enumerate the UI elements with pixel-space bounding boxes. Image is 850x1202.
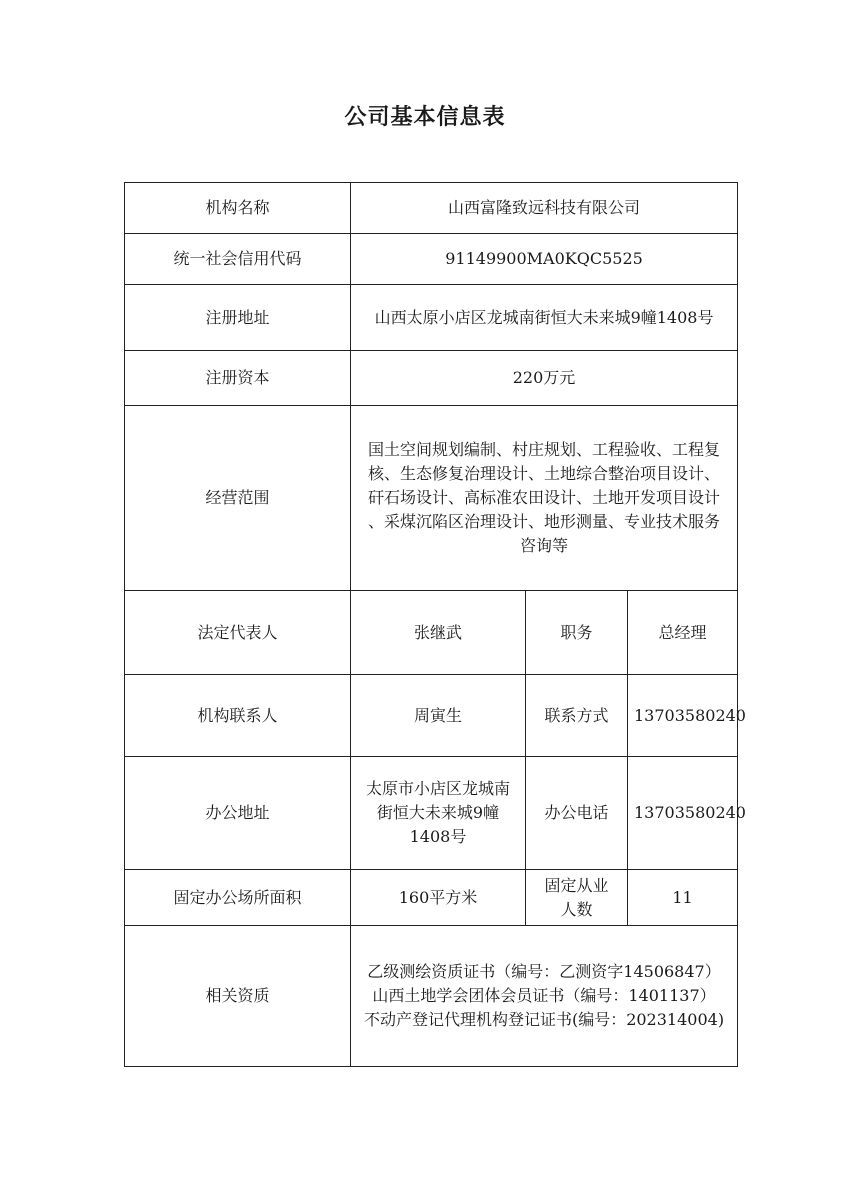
row-reg-capital <box>125 351 738 406</box>
office-area-value: 160平方米 <box>351 870 526 926</box>
staff-count-value: 11 <box>628 870 738 926</box>
office-address-line: 1408号 <box>409 827 467 846</box>
staff-count-label-line: 固定从业 <box>544 875 609 895</box>
office-address-label: 办公地址 <box>125 757 351 870</box>
position-value: 总经理 <box>628 591 738 675</box>
reg-capital-label: 注册资本 <box>125 351 351 406</box>
org-name-value: 山西富隆致远科技有限公司 <box>351 183 738 234</box>
staff-count-label-line: 人数 <box>560 899 593 919</box>
qualification-line: 山西土地学会团体会员证书（编号：1401137） <box>372 986 716 1005</box>
legal-rep-value: 张继武 <box>351 591 526 675</box>
reg-capital-value: 220万元 <box>351 351 738 406</box>
row-business-scope <box>125 406 738 591</box>
office-phone-value: 13703580240 <box>628 757 738 870</box>
business-scope-line: 核、生态修复治理设计、土地综合整治项目设计、 <box>368 464 721 483</box>
office-address-value <box>351 757 526 870</box>
qualifications-value <box>351 926 738 1067</box>
office-address-line: 太原市小店区龙城南 <box>365 779 510 798</box>
org-name-label: 机构名称 <box>125 183 351 234</box>
document-title: 公司基本信息表 <box>344 105 506 130</box>
contact-label: 机构联系人 <box>125 675 351 757</box>
office-address-line: 街恒大未来城9幢 <box>376 803 500 822</box>
business-scope-value <box>351 406 738 591</box>
business-scope-line: 咨询等 <box>520 536 569 555</box>
row-office-area <box>125 870 738 926</box>
office-phone-label: 办公电话 <box>526 757 628 870</box>
contact-method-label: 联系方式 <box>526 675 628 757</box>
row-reg-address <box>125 285 738 351</box>
business-scope-line: 矸石场设计、高标准农田设计、土地开发项目设计 <box>368 488 721 507</box>
contact-method-value: 13703580240 <box>628 675 738 757</box>
row-office-address <box>125 757 738 870</box>
business-scope-label: 经营范围 <box>125 406 351 591</box>
qualification-line: 乙级测绘资质证书（编号：乙测资字14506847） <box>367 962 721 981</box>
row-credit-code <box>125 234 738 285</box>
row-org-name <box>125 183 738 234</box>
qualifications-label: 相关资质 <box>125 926 351 1067</box>
office-area-label: 固定办公场所面积 <box>125 870 351 926</box>
credit-code-label: 统一社会信用代码 <box>125 234 351 285</box>
credit-code-value: 91149900MA0KQC5525 <box>351 234 738 285</box>
qualification-line: 不动产登记代理机构登记证书(编号：202314004) <box>363 1010 725 1029</box>
row-contact <box>125 675 738 757</box>
business-scope-line: 、采煤沉陷区治理设计、地形测量、专业技术服务 <box>368 512 721 531</box>
contact-value: 周寅生 <box>351 675 526 757</box>
position-label: 职务 <box>526 591 628 675</box>
company-info-table <box>124 182 746 1067</box>
staff-count-label <box>526 870 628 926</box>
row-legal-rep <box>125 591 738 675</box>
legal-rep-label: 法定代表人 <box>125 591 351 675</box>
reg-address-label: 注册地址 <box>125 285 351 351</box>
reg-address-value: 山西太原小店区龙城南街恒大未来城9幢1408号 <box>351 285 738 351</box>
row-qualifications <box>125 926 738 1067</box>
business-scope-line: 国土空间规划编制、村庄规划、工程验收、工程复 <box>368 440 721 459</box>
